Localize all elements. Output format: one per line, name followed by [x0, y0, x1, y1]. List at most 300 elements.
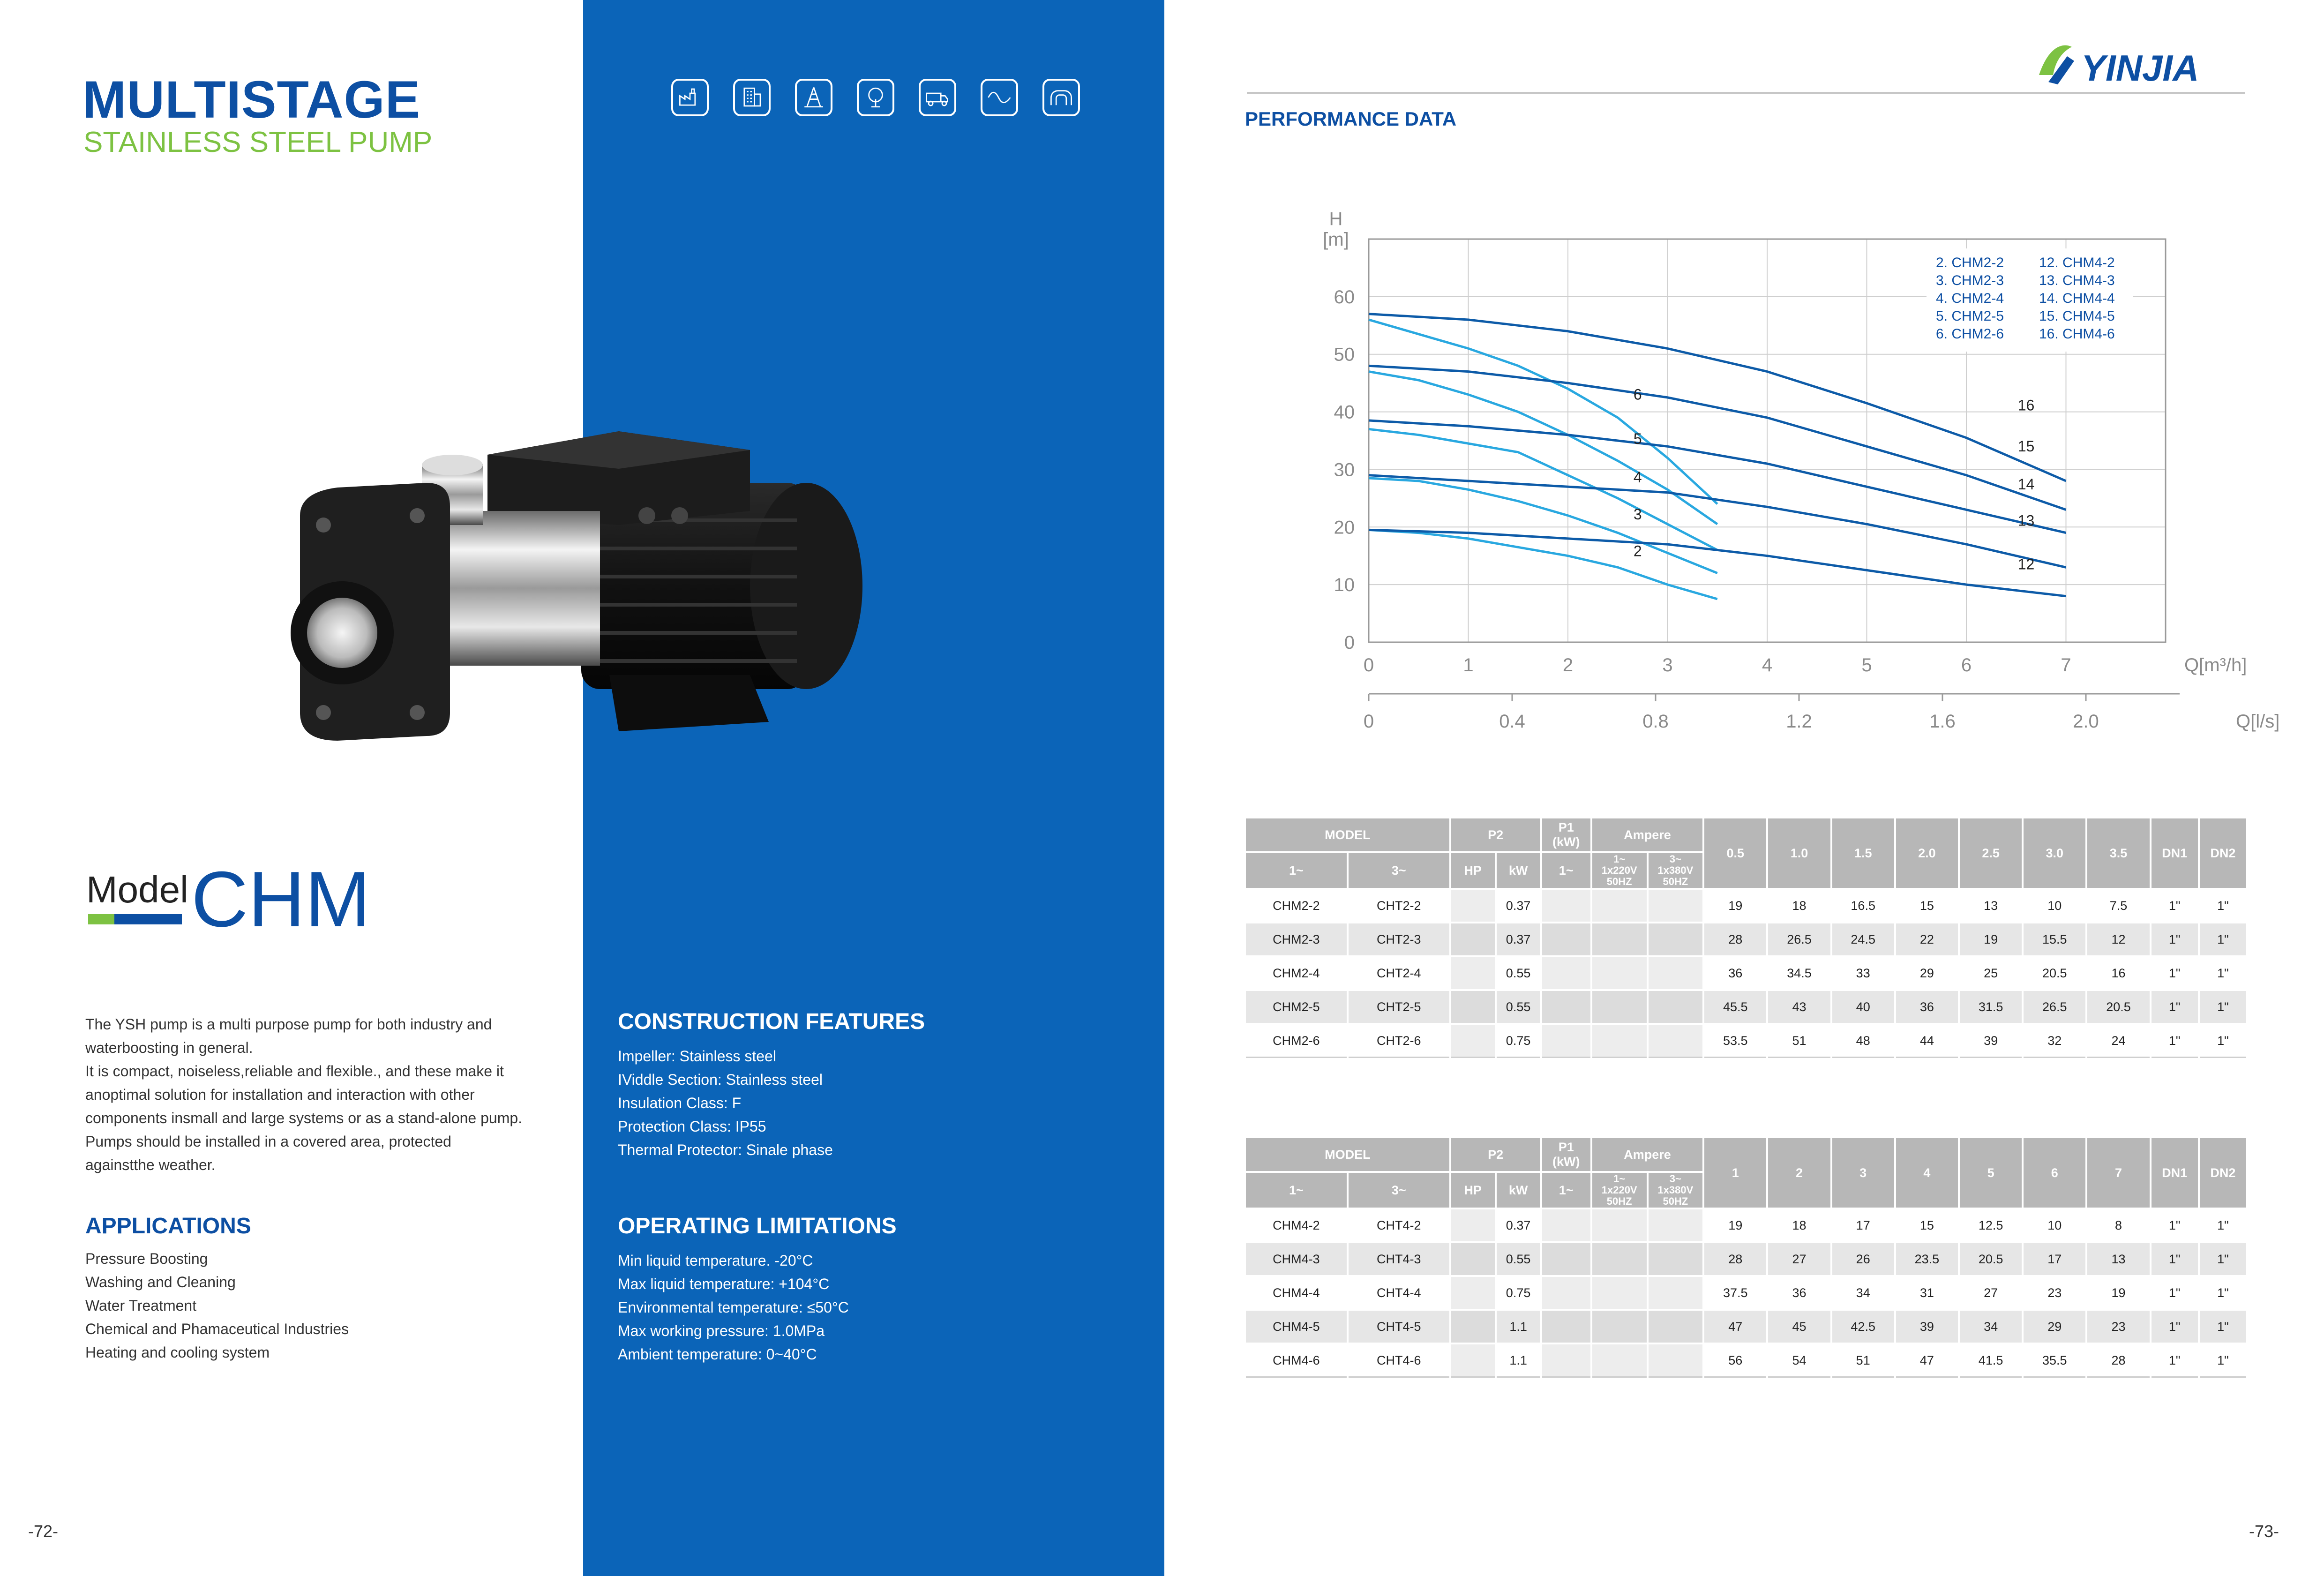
cell-model-single: CHM4-2	[1273, 1218, 1320, 1232]
performance-title: PERFORMANCE DATA	[1245, 108, 1457, 130]
cell-head: 18	[1792, 1218, 1807, 1232]
cell-head: 19	[1728, 1218, 1743, 1232]
list-item: Water Treatment	[85, 1297, 197, 1314]
cell-p1	[1542, 991, 1590, 1023]
cell-model-three: CHT2-3	[1349, 923, 1449, 955]
cell-head: 53.5	[1704, 1025, 1766, 1058]
cell-p1	[1542, 1243, 1590, 1275]
x-tick-label: 2	[1562, 655, 1574, 675]
cell-dn2: 1"	[2217, 966, 2229, 980]
list-item: Heating and cooling system	[85, 1344, 270, 1361]
table-row	[1246, 1311, 2246, 1343]
cell-dn1: 1"	[2152, 991, 2198, 1023]
cell-head: 26.5	[1768, 923, 1830, 955]
th-amp-1	[1592, 853, 1647, 888]
y-tick-label: 60	[1334, 286, 1355, 308]
cell-model-single: CHM2-4	[1273, 966, 1320, 980]
cell-amp-3	[1649, 923, 1703, 955]
performance-table-chm2	[1244, 817, 2248, 1060]
x-tick-label: 7	[2061, 655, 2071, 675]
th-three-phase: 3~	[1349, 853, 1449, 888]
cell-dn1: 1"	[2168, 1218, 2181, 1232]
cell-head: 56	[1704, 1344, 1766, 1378]
x-tick-label: 3	[1662, 655, 1673, 675]
cell-head: 23	[2047, 1285, 2062, 1300]
cell-model-single: CHM4-4	[1273, 1285, 1320, 1300]
intro-line: anoptimal solution for installation and interaction with other	[85, 1086, 475, 1103]
cell-head: 15	[1919, 1218, 1934, 1232]
intro-text	[85, 1013, 563, 1177]
cell-head: 19	[1728, 898, 1743, 913]
th-flow: 3.5	[2087, 818, 2149, 888]
legend-entry: 5. CHM2-5	[1936, 308, 2004, 324]
cell-dn2: 1"	[2217, 1218, 2229, 1232]
table-row	[1246, 1209, 2246, 1241]
list-item: Insulation Class: F	[618, 1095, 742, 1111]
th-amp-1-sub: 1x220V 50HZ	[1601, 1184, 1637, 1207]
cell-model-single: CHM4-5	[1246, 1311, 1347, 1343]
cell-head: 33	[1856, 966, 1870, 980]
table-row	[1246, 991, 2246, 1023]
th-dn1: DN1	[2152, 1138, 2198, 1208]
cell-model-three: CHT2-5	[1349, 991, 1449, 1023]
cell-dn2: 1"	[2200, 1311, 2246, 1343]
cell-head: 28	[1704, 923, 1766, 955]
cell-model-single: CHM2-2	[1273, 898, 1320, 913]
list-item: Environmental temperature: ≤50°C	[618, 1299, 849, 1316]
cell-head: 17	[2024, 1243, 2085, 1275]
cell-dn1: 1"	[2168, 966, 2181, 980]
cell-model-single: CHM4-6	[1246, 1344, 1347, 1378]
cell-head: 20.5	[2042, 966, 2067, 980]
th-model: MODEL	[1246, 1138, 1449, 1171]
cell-model-three: CHT2-4	[1376, 966, 1421, 980]
cell-amp-1	[1592, 1025, 1647, 1058]
x-axis-label: Q[m³/h]	[2184, 655, 2247, 675]
th-p2: P2	[1451, 818, 1540, 851]
th-flow: 6	[2024, 1138, 2085, 1208]
th-dn1: DN1	[2152, 818, 2198, 888]
x2-tick-label: 2.0	[2073, 711, 2099, 732]
cell-head: 26.5	[2024, 991, 2085, 1023]
page-title: MULTISTAGE	[82, 70, 421, 129]
th-p1-label: P1	[1558, 820, 1574, 834]
th-flow: 1.5	[1832, 818, 1894, 888]
cell-head: 8	[2114, 1218, 2122, 1232]
tower-icon	[795, 79, 832, 116]
cell-head: 16	[2111, 966, 2126, 980]
cell-kw: 0.75	[1506, 1285, 1531, 1300]
cell-kw: 1.1	[1497, 1344, 1540, 1378]
table-row	[1246, 1277, 2246, 1309]
cell-kw: 0.75	[1497, 1025, 1540, 1058]
cell-kw: 0.55	[1497, 1243, 1540, 1275]
brand-logo	[2030, 38, 2250, 89]
cell-head: 15	[1919, 898, 1934, 913]
cell-amp-1	[1592, 923, 1647, 955]
series-label: 13	[2017, 512, 2035, 529]
page-number-right: -73-	[2249, 1522, 2279, 1541]
th-amp-1-label: 1~	[1613, 853, 1626, 865]
cell-head: 40	[1832, 991, 1894, 1023]
logo-text: YINJIA	[2081, 47, 2199, 89]
th-flow: 3	[1832, 1138, 1894, 1208]
cell-amp-3	[1649, 1243, 1703, 1275]
table-body	[1246, 1209, 2246, 1378]
cell-head: 19	[2111, 1285, 2126, 1300]
th-single-phase: 1~	[1246, 1173, 1347, 1208]
cell-head: 34	[1856, 1285, 1870, 1300]
x2-tick-label: 0.8	[1642, 711, 1669, 732]
cell-hp	[1451, 957, 1495, 989]
cell-kw: 1.1	[1497, 1311, 1540, 1343]
cell-amp-3	[1649, 1311, 1703, 1343]
list-item: Protection Class: IP55	[618, 1118, 766, 1135]
list-item: Ambient temperature: 0~40°C	[618, 1346, 817, 1363]
cell-head: 34.5	[1787, 966, 1812, 980]
cell-hp	[1451, 1025, 1495, 1058]
th-amp-3	[1649, 1173, 1703, 1208]
cell-head: 15.5	[2024, 923, 2085, 955]
cell-amp-1	[1592, 1344, 1647, 1378]
series-label: 3	[1633, 505, 1642, 523]
y-axis-label: H	[1329, 209, 1343, 229]
cell-head: 10	[2047, 1218, 2062, 1232]
cell-hp	[1451, 1311, 1495, 1343]
th-flow: 0.5	[1704, 818, 1766, 888]
applications-list	[85, 1247, 349, 1364]
legend-entry: 3. CHM2-3	[1936, 273, 2004, 288]
th-amp-3-label: 3~	[1669, 853, 1681, 865]
th-kw: kW	[1497, 1173, 1540, 1208]
cell-head: 29	[2024, 1311, 2085, 1343]
cell-model-three: CHT4-6	[1349, 1344, 1449, 1378]
cell-p1	[1542, 890, 1590, 922]
cell-amp-1	[1592, 957, 1647, 989]
x-tick-label: 0	[1363, 655, 1374, 675]
cell-hp	[1451, 1344, 1495, 1378]
cell-dn1: 1"	[2168, 898, 2181, 913]
cell-amp-1	[1592, 1243, 1647, 1275]
legend-entry: 2. CHM2-2	[1936, 255, 2004, 270]
series-label: 2	[1633, 542, 1642, 560]
th-flow: 7	[2087, 1138, 2149, 1208]
legend-entry: 12. CHM4-2	[2039, 255, 2115, 270]
chart-series	[1369, 314, 2066, 599]
cell-head: 25	[1984, 966, 1998, 980]
x2-tick-label: 0	[1363, 711, 1374, 732]
pump-image	[281, 413, 909, 797]
cell-model-three: CHT4-3	[1349, 1243, 1449, 1275]
series-line-15	[1369, 366, 2066, 510]
series-label: 12	[2017, 555, 2035, 573]
cell-head: 54	[1768, 1344, 1830, 1378]
cell-head: 27	[1984, 1285, 1998, 1300]
th-p1-label: P1	[1558, 1140, 1574, 1154]
cell-amp-3	[1649, 890, 1703, 922]
table-row	[1246, 1243, 2246, 1275]
cell-head: 43	[1768, 991, 1830, 1023]
legend-entry: 15. CHM4-5	[2039, 308, 2115, 324]
th-dn2: DN2	[2200, 818, 2246, 888]
pipe-icon	[1042, 79, 1080, 116]
performance-chart	[1294, 206, 2280, 736]
cell-head: 39	[1960, 1025, 2022, 1058]
table-body	[1246, 890, 2246, 1058]
th-flow: 2.0	[1896, 818, 1958, 888]
th-p1-phase: 1~	[1542, 853, 1590, 888]
cell-amp-1	[1592, 1277, 1647, 1309]
cell-head: 31	[1919, 1285, 1934, 1300]
cell-head: 23	[2087, 1311, 2149, 1343]
intro-line: againstthe weather.	[85, 1156, 216, 1173]
model-label: Model	[86, 869, 188, 910]
table-row	[1246, 957, 2246, 989]
th-flow: 3.0	[2024, 818, 2085, 888]
th-amp-3-sub: 1x380V 50HZ	[1657, 1184, 1694, 1207]
cell-head: 24	[2087, 1025, 2149, 1058]
x2-axis-label: Q[l/s]	[2236, 711, 2280, 732]
cell-dn1: 1"	[2152, 1344, 2198, 1378]
page-number-left: -72-	[28, 1522, 59, 1541]
model-name: CHM	[191, 855, 371, 943]
chart-legend	[1927, 248, 2133, 352]
cell-head: 39	[1896, 1311, 1958, 1343]
cell-head: 12	[2087, 923, 2149, 955]
cell-head: 27	[1768, 1243, 1830, 1275]
operating-list	[618, 1249, 849, 1366]
legend-entry: 14. CHM4-4	[2039, 291, 2115, 306]
th-flow: 1	[1704, 1138, 1766, 1208]
cell-dn2: 1"	[2200, 923, 2246, 955]
intro-line: The YSH pump is a multi purpose pump for both industry and	[85, 1016, 492, 1033]
cell-hp	[1451, 923, 1495, 955]
cell-head: 44	[1896, 1025, 1958, 1058]
cell-model-single: CHM2-5	[1246, 991, 1347, 1023]
cell-model-single: CHM2-3	[1246, 923, 1347, 955]
th-amp-3	[1649, 853, 1703, 888]
table-row	[1246, 1025, 2246, 1058]
y-tick-label: 20	[1334, 517, 1355, 538]
th-ampere: Ampere	[1592, 818, 1702, 851]
operating-title: OPERATING LIMITATIONS	[618, 1214, 897, 1238]
y-tick-label: 10	[1334, 575, 1355, 596]
cell-head: 17	[1856, 1218, 1870, 1232]
intro-line: waterboosting in general.	[85, 1039, 253, 1056]
cell-kw: 0.37	[1506, 898, 1531, 913]
th-single-phase: 1~	[1246, 853, 1347, 888]
truck-icon	[919, 79, 956, 116]
x-tick-label: 4	[1762, 655, 1773, 675]
legend-entry: 4. CHM2-4	[1936, 291, 2004, 306]
th-flow: 2	[1768, 1138, 1830, 1208]
cell-p1	[1542, 1277, 1590, 1309]
list-item: Chemical and Phamaceutical Industries	[85, 1321, 349, 1337]
y-axis-unit: [m]	[1323, 229, 1349, 250]
cell-p1	[1542, 923, 1590, 955]
series-line-14	[1369, 420, 2066, 533]
legend-entry: 16. CHM4-6	[2039, 326, 2115, 342]
intro-line: It is compact, noiseless,reliable and flexible., and these make it	[85, 1063, 504, 1080]
list-item: Thermal Protector: Sinale phase	[618, 1141, 833, 1158]
cell-head: 35.5	[2024, 1344, 2085, 1378]
cell-head: 34	[1960, 1311, 2022, 1343]
cell-head: 20.5	[2087, 991, 2149, 1023]
table-row	[1246, 890, 2246, 922]
cell-amp-1	[1592, 991, 1647, 1023]
list-item: Max liquid temperature: +104°C	[618, 1276, 830, 1292]
th-amp-3-label: 3~	[1669, 1173, 1681, 1185]
cell-head: 36	[1896, 991, 1958, 1023]
th-amp-1	[1592, 1173, 1647, 1208]
list-item: IViddle Section: Stainless steel	[618, 1071, 823, 1088]
table-row	[1246, 1344, 2246, 1378]
x2-tick-label: 1.2	[1786, 711, 1812, 732]
table-row	[1246, 923, 2246, 955]
cell-head: 28	[2087, 1344, 2149, 1378]
th-ampere: Ampere	[1592, 1138, 1702, 1171]
cell-head: 26	[1832, 1243, 1894, 1275]
th-hp: HP	[1451, 1173, 1495, 1208]
x2-tick-label: 1.6	[1929, 711, 1956, 732]
building-icon	[733, 79, 771, 116]
series-label: 14	[2017, 475, 2035, 493]
y-tick-label: 30	[1334, 459, 1355, 480]
th-p1	[1542, 818, 1590, 851]
cell-head: 37.5	[1723, 1285, 1748, 1300]
cell-hp	[1451, 890, 1495, 922]
series-label: 15	[2017, 437, 2035, 455]
cell-head: 42.5	[1832, 1311, 1894, 1343]
y-tick-label: 50	[1334, 344, 1355, 365]
legend-entry: 13. CHM4-3	[2039, 273, 2115, 288]
series-label: 5	[1633, 430, 1642, 447]
series-line-2	[1369, 530, 1717, 599]
th-flow: 4	[1896, 1138, 1958, 1208]
series-label: 16	[2017, 397, 2035, 414]
construction-list	[618, 1044, 833, 1162]
factory-icon	[671, 79, 709, 116]
cell-head: 13	[2087, 1243, 2149, 1275]
th-hp: HP	[1451, 853, 1495, 888]
cell-kw: 0.37	[1497, 923, 1540, 955]
tree-icon	[857, 79, 894, 116]
cell-p1	[1542, 957, 1590, 989]
chart-axes	[1323, 209, 2279, 732]
list-item: Pressure Boosting	[85, 1250, 208, 1267]
x-tick-label: 6	[1961, 655, 1972, 675]
list-item: Washing and Cleaning	[85, 1274, 236, 1291]
cell-p1	[1542, 1209, 1590, 1241]
list-item: Max working pressure: 1.0MPa	[618, 1322, 825, 1339]
header-divider	[1247, 92, 2245, 94]
cell-head: 20.5	[1960, 1243, 2022, 1275]
cell-head: 13	[1984, 898, 1998, 913]
cell-model-single: CHM2-6	[1246, 1025, 1347, 1058]
cell-model-three: CHT4-4	[1376, 1285, 1421, 1300]
cell-dn2: 1"	[2200, 1025, 2246, 1058]
cell-p1	[1542, 1025, 1590, 1058]
cell-head: 47	[1704, 1311, 1766, 1343]
cell-head: 19	[1960, 923, 2022, 955]
th-p1-unit: (kW)	[1552, 835, 1580, 849]
cell-amp-3	[1649, 1025, 1703, 1058]
list-item: Min liquid temperature. -20°C	[618, 1252, 813, 1269]
cell-dn2: 1"	[2200, 991, 2246, 1023]
th-model: MODEL	[1246, 818, 1449, 851]
th-flow: 5	[1960, 1138, 2022, 1208]
applications-title: APPLICATIONS	[85, 1214, 251, 1238]
cell-hp	[1451, 1277, 1495, 1309]
cell-model-three: CHT4-2	[1376, 1218, 1421, 1232]
th-p1	[1542, 1138, 1590, 1171]
cell-head: 22	[1896, 923, 1958, 955]
cell-hp	[1451, 1243, 1495, 1275]
cell-head: 48	[1832, 1025, 1894, 1058]
th-three-phase: 3~	[1349, 1173, 1449, 1208]
page-subtitle: STAINLESS STEEL PUMP	[83, 126, 433, 158]
cell-head: 45.5	[1704, 991, 1766, 1023]
cell-head: 31.5	[1960, 991, 2022, 1023]
cell-amp-3	[1649, 1344, 1703, 1378]
th-flow: 1.0	[1768, 818, 1830, 888]
cell-amp-3	[1649, 991, 1703, 1023]
cell-dn1: 1"	[2152, 1311, 2198, 1343]
cell-dn1: 1"	[2152, 1025, 2198, 1058]
cell-kw: 0.55	[1497, 991, 1540, 1023]
cell-model-three: CHT4-5	[1349, 1311, 1449, 1343]
x-tick-label: 5	[1861, 655, 1872, 675]
th-amp-3-sub: 1x380V 50HZ	[1657, 864, 1694, 887]
th-kw: kW	[1497, 853, 1540, 888]
cell-head: 7.5	[2109, 898, 2128, 913]
cell-dn1: 1"	[2168, 1285, 2181, 1300]
cell-amp-3	[1649, 1209, 1703, 1241]
cell-amp-1	[1592, 890, 1647, 922]
legend-entry: 6. CHM2-6	[1936, 326, 2004, 342]
cell-head: 28	[1704, 1243, 1766, 1275]
series-line-5	[1369, 372, 1717, 525]
th-amp-1-label: 1~	[1613, 1173, 1626, 1185]
cell-hp	[1451, 1209, 1495, 1241]
cell-head: 51	[1832, 1344, 1894, 1378]
cell-hp	[1451, 991, 1495, 1023]
cell-dn1: 1"	[2152, 923, 2198, 955]
x-tick-label: 1	[1463, 655, 1474, 675]
y-tick-label: 0	[1344, 632, 1355, 653]
cell-head: 18	[1792, 898, 1807, 913]
cell-head: 51	[1768, 1025, 1830, 1058]
cell-model-single: CHM4-3	[1246, 1243, 1347, 1275]
cell-p1	[1542, 1311, 1590, 1343]
series-label: 6	[1633, 386, 1642, 403]
th-p2: P2	[1451, 1138, 1540, 1171]
y-tick-label: 40	[1334, 402, 1355, 423]
cell-amp-1	[1592, 1209, 1647, 1241]
series-line-13	[1369, 475, 2066, 568]
cell-head: 36	[1728, 966, 1743, 980]
cell-head: 23.5	[1896, 1243, 1958, 1275]
cell-model-three: CHT2-2	[1376, 898, 1421, 913]
cell-amp-3	[1649, 957, 1703, 989]
cell-kw: 0.37	[1506, 1218, 1531, 1232]
model-underline-accent	[88, 914, 114, 924]
x2-tick-label: 0.4	[1499, 711, 1525, 732]
cell-head: 47	[1896, 1344, 1958, 1378]
th-p1-phase: 1~	[1542, 1173, 1590, 1208]
cell-amp-1	[1592, 1311, 1647, 1343]
intro-line: Pumps should be installed in a covered area, protected	[85, 1133, 451, 1150]
